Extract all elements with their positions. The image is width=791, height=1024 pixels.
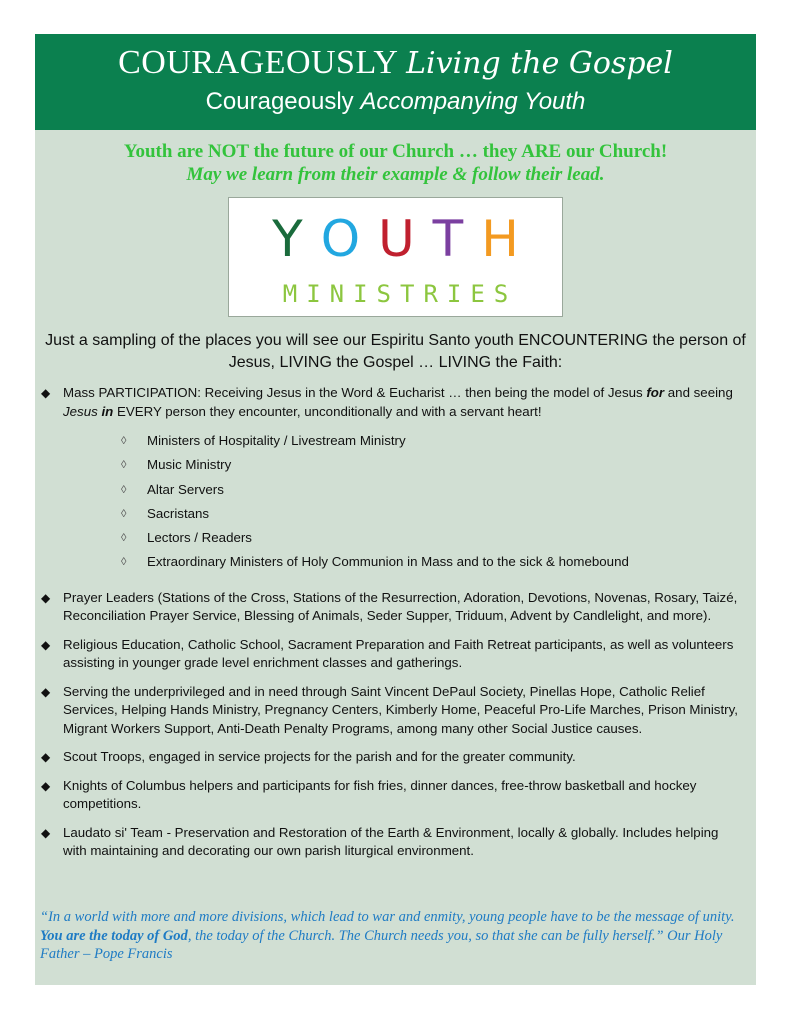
activity-list [35, 384, 756, 871]
list-item: ◆ Laudato si' Team - Preservation and Restoration of the Earth & Environment, locally & globally. Includes helping with maintaining and decorating our own parish liturgical environment. [41, 824, 719, 859]
quote-emphasis: You are the today of God [40, 927, 188, 944]
list-item-mass-participation: ◆ Mass PARTICIPATION: Receiving Jesus in the Word & Eucharist … then being the model of Jesus for and seeing Jesus in EVERY person they encounter, unconditionally and with a servant heart! ◊ Ministers of Hospitality / Livestream Ministry ◊ Music Ministry ◊ Altar Servers ◊ Sacristans ◊ Lectors / Readers ◊ Extraordinary Ministers of Holy Communion in Mass and to the sick & homebound [35, 384, 756, 575]
hollow-diamond-icon: ◊ [121, 507, 127, 520]
sub-list-item: ◊ Music Ministry [63, 453, 744, 477]
list-item: ◆ Religious Education, Catholic School, Sacrament Preparation and Faith Retreat participants, as well as volunteers assisting in younger grade level enrichment classes and gatherings. [41, 636, 734, 671]
logo-letter: H [481, 210, 537, 268]
diamond-bullet-icon: ◆ [41, 825, 51, 840]
diamond-bullet-icon: ◆ [41, 778, 51, 793]
hollow-diamond-icon: ◊ [121, 483, 127, 496]
list-item: ◆ Scout Troops, engaged in service projects for the parish and for the greater community. [35, 748, 756, 767]
flyer-panel [35, 34, 756, 985]
sub-list-item: ◊ Altar Servers [63, 478, 744, 502]
diamond-bullet-icon: ◆ [41, 750, 51, 765]
diamond-bullet-icon: ◆ [41, 386, 51, 400]
header-title-script: Living the Gospel [406, 46, 673, 81]
logo-letter: U [378, 210, 433, 268]
sub-list-item: ◊ Sacristans [63, 502, 744, 526]
tagline-primary: Youth are NOT the future of our Church … they ARE our Church! [123, 141, 668, 162]
logo-letter: Y [272, 210, 321, 268]
diamond-bullet-icon: ◆ [41, 684, 51, 699]
list-item: ◆ Knights of Columbus helpers and participants for fish fries, dinner dances, free-throw basketball and hockey competitions. [41, 777, 697, 812]
logo-ministries-word: MINISTRIES [282, 280, 518, 308]
intro-text [35, 330, 756, 374]
pope-francis-quote: “In a world with more and more divisions, which lead to war and enmity, young people have to be the message of unity. You are the today of God, the today of the Church. The Church needs you, so that she can be fully herself.” Our Holy Father – Pope Francis [40, 909, 735, 962]
header-subtitle [35, 88, 756, 116]
header-subtitle-italic: Accompanying Youth [360, 88, 586, 115]
hollow-diamond-icon: ◊ [121, 459, 127, 472]
header-banner [35, 34, 756, 130]
sub-list-item: ◊ Lectors / Readers [63, 526, 744, 550]
logo-youth-word [229, 210, 562, 268]
list-item: ◆ Serving the underprivileged and in need through Saint Vincent DePaul Society, Pinellas Hope, Catholic Relief Services, Helping Hands Ministry, Pregnancy Centers, Kimberly Home, Peaceful Pro-Life Marches, Prison Ministry, Migrant Workers Support, Anti-Death Penalty Programs, among many other Social Justice causes. [41, 683, 738, 736]
list-item: ◆ Prayer Leaders (Stations of the Cross, Stations of the Resurrection, Adoration, Devotions, Novenas, Rosary, Taizé, Reconciliation Prayer Service, Blessing of Animals, Seder Supper, Triduum, Advent by Candlelight, and more). [41, 589, 738, 624]
diamond-bullet-icon: ◆ [41, 637, 51, 652]
hollow-diamond-icon: ◊ [121, 532, 127, 545]
intro-line: Just a sampling of the places you will see our Espiritu Santo youth ENCOUNTERING the person of [45, 332, 746, 349]
logo-letter: T [432, 210, 482, 268]
ministry-sublist [63, 429, 744, 575]
header-subtitle-plain: Courageously [205, 88, 354, 115]
diamond-bullet-icon: ◆ [41, 590, 51, 605]
sub-list-item: ◊ Extraordinary Ministers of Holy Communion in Mass and to the sick & homebound [63, 550, 744, 574]
header-title-caps: COURAGEOUSLY [118, 44, 398, 81]
youth-ministries-logo [228, 197, 563, 317]
intro-line: Jesus, LIVING the Gospel … LIVING the Faith: [228, 354, 563, 371]
hollow-diamond-icon: ◊ [121, 556, 127, 569]
header-title [35, 44, 756, 82]
hollow-diamond-icon: ◊ [121, 435, 127, 447]
sub-list-item: ◊ Ministers of Hospitality / Livestream Ministry [63, 429, 744, 453]
tagline-secondary: May we learn from their example & follow their lead. [186, 164, 605, 185]
logo-letter: O [320, 210, 379, 268]
